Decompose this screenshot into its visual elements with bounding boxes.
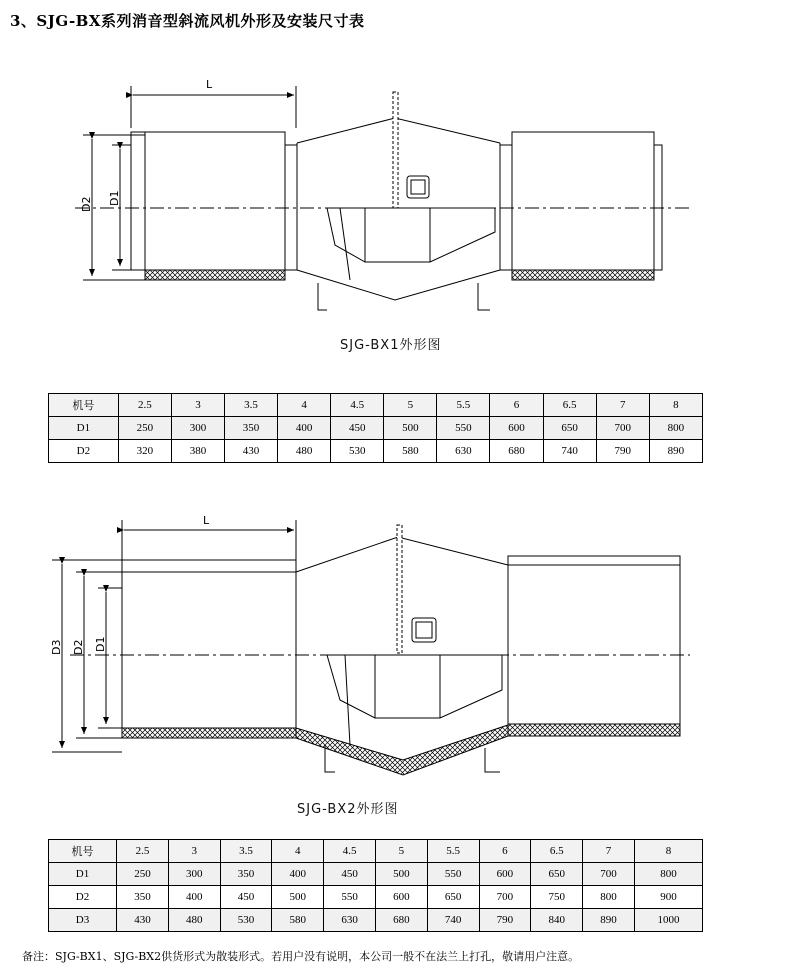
table-header-cell: 6 xyxy=(490,394,543,417)
dim-l-label: L xyxy=(206,78,213,91)
table-cell: 630 xyxy=(437,440,490,463)
table-cell: D1 xyxy=(49,863,117,886)
table-cell: 790 xyxy=(479,909,531,932)
table-header-cell: 8 xyxy=(649,394,702,417)
figure2-caption: SJG-BX2外形图 xyxy=(297,802,399,817)
dim-d2-label: D2 xyxy=(80,196,93,212)
table-cell: 350 xyxy=(117,886,169,909)
table-cell: 740 xyxy=(427,909,479,932)
table-cell: 550 xyxy=(324,886,376,909)
table-row xyxy=(49,440,703,463)
table-cell: 680 xyxy=(375,909,427,932)
table-cell: 700 xyxy=(596,417,649,440)
table-cell: 650 xyxy=(531,863,583,886)
dim-l-label-2: L xyxy=(203,514,210,527)
table-bx2 xyxy=(48,839,703,932)
table-cell: 450 xyxy=(324,863,376,886)
table-cell: 500 xyxy=(384,417,437,440)
table-header-cell: 4.5 xyxy=(331,394,384,417)
table-cell: 250 xyxy=(117,863,169,886)
table-header-row xyxy=(49,840,703,863)
table-cell: 840 xyxy=(531,909,583,932)
fan-drawing-bx1 xyxy=(0,0,800,330)
table-cell: D2 xyxy=(49,886,117,909)
dim-d1-label-2: D1 xyxy=(94,636,107,652)
table-cell: 430 xyxy=(117,909,169,932)
table-cell: 630 xyxy=(324,909,376,932)
table-cell: D2 xyxy=(49,440,119,463)
table-row xyxy=(49,909,703,932)
table-cell: 500 xyxy=(272,886,324,909)
table-cell: 250 xyxy=(118,417,171,440)
table-cell: D1 xyxy=(49,417,119,440)
page-title: 3、SJG-BX系列消音型斜流风机外形及安装尺寸表 xyxy=(10,12,365,30)
table-row xyxy=(49,886,703,909)
table-cell: 580 xyxy=(272,909,324,932)
dim-d1-label: D1 xyxy=(108,190,121,206)
table-header-cell: 4 xyxy=(278,394,331,417)
table-header-cell: 6 xyxy=(479,840,531,863)
table-cell: 430 xyxy=(224,440,277,463)
table-cell: 680 xyxy=(490,440,543,463)
table-cell: 500 xyxy=(375,863,427,886)
table-cell: 890 xyxy=(583,909,635,932)
table-header-cell: 3.5 xyxy=(220,840,272,863)
table-cell: 400 xyxy=(272,863,324,886)
table-cell: 700 xyxy=(479,886,531,909)
table-cell: 550 xyxy=(427,863,479,886)
table-cell: 580 xyxy=(384,440,437,463)
table-cell: 400 xyxy=(278,417,331,440)
table-cell: 320 xyxy=(118,440,171,463)
table-header-cell: 机号 xyxy=(49,394,119,417)
table-cell: 530 xyxy=(331,440,384,463)
dim-d3-label: D3 xyxy=(50,639,63,655)
table-header-cell: 2.5 xyxy=(117,840,169,863)
table-cell: 550 xyxy=(437,417,490,440)
footnote: 备注：SJG-BX1、SJG-BX2供货形式为散装形式。若用户没有说明，本公司一般不在法兰上打孔，敬请用户注意。 xyxy=(22,950,580,963)
table-header-cell: 5.5 xyxy=(437,394,490,417)
table-cell: D3 xyxy=(49,909,117,932)
table-cell: 890 xyxy=(649,440,702,463)
figure1-caption: SJG-BX1外形图 xyxy=(340,338,442,353)
table-header-cell: 4.5 xyxy=(324,840,376,863)
table-cell: 900 xyxy=(634,886,702,909)
table-cell: 650 xyxy=(427,886,479,909)
table-cell: 600 xyxy=(479,863,531,886)
table-header-cell: 3.5 xyxy=(224,394,277,417)
table-cell: 750 xyxy=(531,886,583,909)
table-cell: 380 xyxy=(171,440,224,463)
table-header-cell: 3 xyxy=(171,394,224,417)
table-cell: 450 xyxy=(331,417,384,440)
table-cell: 800 xyxy=(649,417,702,440)
table-cell: 1000 xyxy=(634,909,702,932)
table-row xyxy=(49,417,703,440)
table-cell: 400 xyxy=(168,886,220,909)
table-header-cell: 2.5 xyxy=(118,394,171,417)
table-cell: 700 xyxy=(583,863,635,886)
table-header-cell: 6.5 xyxy=(531,840,583,863)
table-cell: 350 xyxy=(224,417,277,440)
table-cell: 350 xyxy=(220,863,272,886)
table-header-cell: 7 xyxy=(583,840,635,863)
table-cell: 600 xyxy=(375,886,427,909)
dim-d2-label-2: D2 xyxy=(72,639,85,655)
table-cell: 300 xyxy=(171,417,224,440)
table-cell: 300 xyxy=(168,863,220,886)
table-header-cell: 机号 xyxy=(49,840,117,863)
table-header-cell: 5.5 xyxy=(427,840,479,863)
table-header-cell: 8 xyxy=(634,840,702,863)
table-cell: 480 xyxy=(278,440,331,463)
table-cell: 450 xyxy=(220,886,272,909)
table-header-cell: 5 xyxy=(375,840,427,863)
table-cell: 790 xyxy=(596,440,649,463)
table-cell: 530 xyxy=(220,909,272,932)
table-header-cell: 6.5 xyxy=(543,394,596,417)
fan-drawing-bx2 xyxy=(0,490,800,820)
table-cell: 480 xyxy=(168,909,220,932)
table-bx1 xyxy=(48,393,703,463)
table-header-cell: 3 xyxy=(168,840,220,863)
table-row xyxy=(49,863,703,886)
table-cell: 800 xyxy=(634,863,702,886)
table-cell: 650 xyxy=(543,417,596,440)
table-header-row xyxy=(49,394,703,417)
table-header-cell: 5 xyxy=(384,394,437,417)
table-cell: 740 xyxy=(543,440,596,463)
table-header-cell: 4 xyxy=(272,840,324,863)
table-cell: 800 xyxy=(583,886,635,909)
table-cell: 600 xyxy=(490,417,543,440)
table-header-cell: 7 xyxy=(596,394,649,417)
